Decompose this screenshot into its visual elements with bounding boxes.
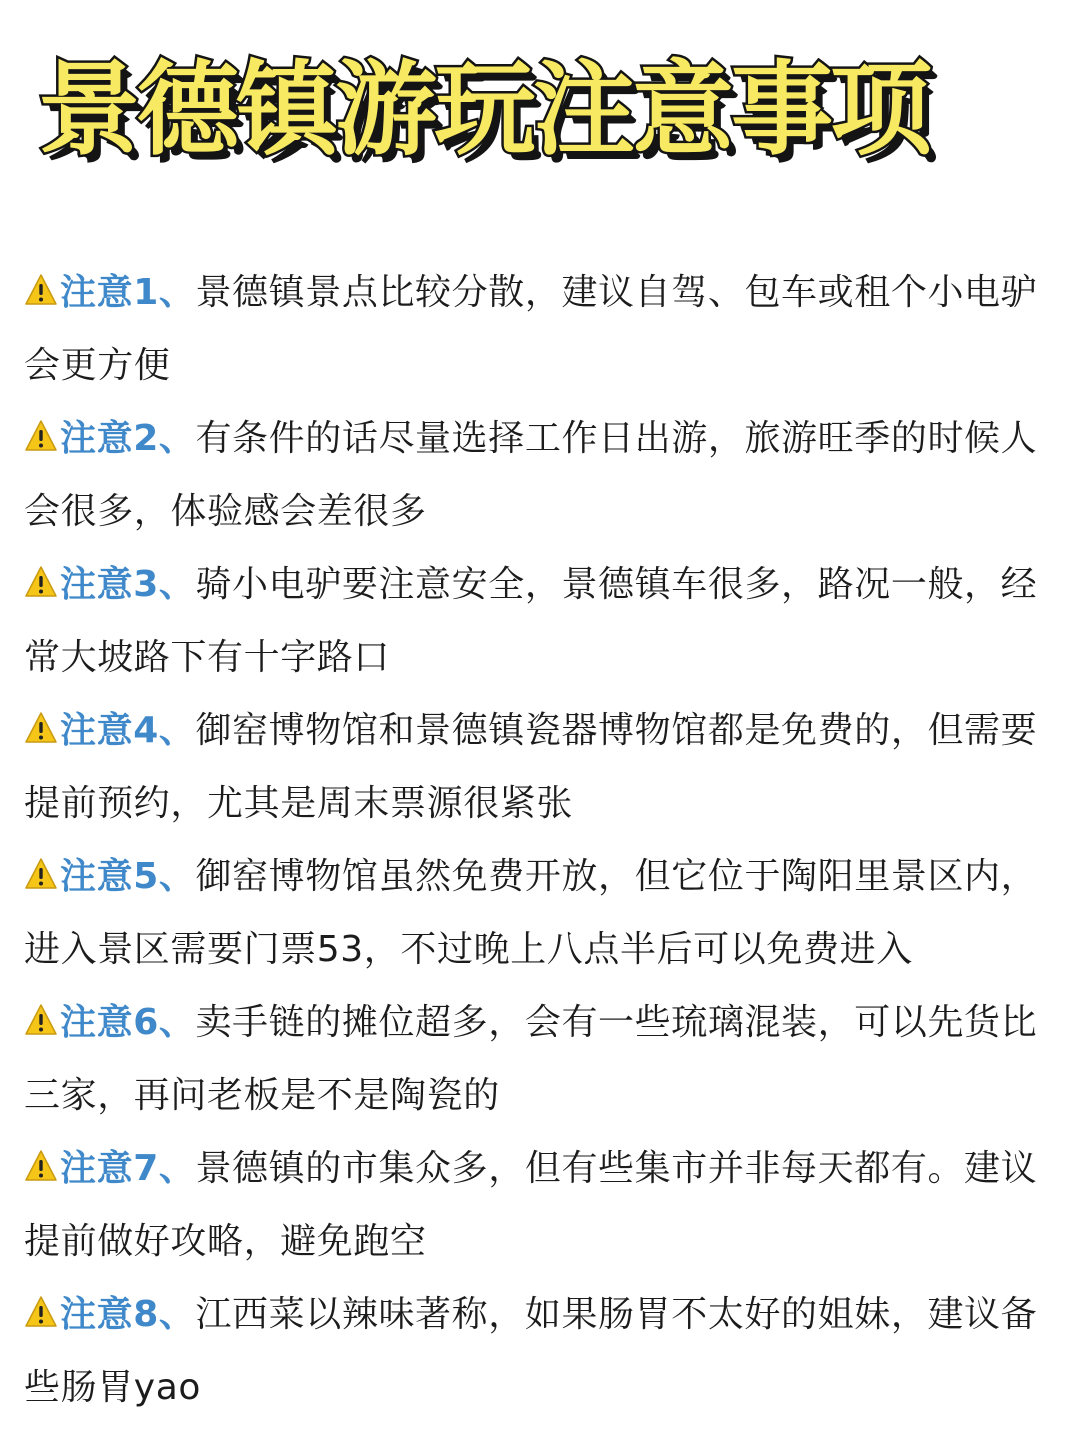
- warning-sign-icon: [24, 711, 58, 745]
- note-label: 注意2、: [60, 418, 196, 459]
- note-text: 御窑博物馆和景德镇瓷器博物馆都是免费的，但需要提前预约，尤其是周末票源很紧张: [24, 710, 1038, 824]
- note-item: [24, 1132, 1070, 1278]
- note-text: 江西菜以辣味著称，如果肠胃不太好的姐妹，建议备些肠胃yao: [24, 1294, 1038, 1408]
- note-text: 景德镇的市集众多，但有些集市并非每天都有。建议提前做好攻略，避免跑空: [24, 1148, 1038, 1262]
- warning-sign-icon: [24, 857, 58, 891]
- note-label: 注意1、: [60, 272, 196, 313]
- note-label: 注意6、: [60, 1002, 196, 1043]
- notes-list: [24, 256, 1070, 1424]
- note-item: [24, 548, 1070, 694]
- note-label: 注意8、: [60, 1294, 196, 1335]
- warning-sign-icon: [24, 273, 58, 307]
- note-item: [24, 840, 1070, 986]
- note-text: 有条件的话尽量选择工作日出游，旅游旺季的时候人会很多，体验感会差很多: [24, 418, 1038, 532]
- note-text: 卖手链的摊位超多，会有一些琉璃混装，可以先货比三家，再问老板是不是陶瓷的: [24, 1002, 1038, 1116]
- warning-sign-icon: [24, 1295, 58, 1329]
- note-item: [24, 1278, 1070, 1424]
- note-item: [24, 256, 1070, 402]
- note-label: 注意4、: [60, 710, 196, 751]
- warning-sign-icon: [24, 419, 58, 453]
- note-label: 注意5、: [60, 856, 196, 897]
- note-text: 景德镇景点比较分散，建议自驾、包车或租个小电驴会更方便: [24, 272, 1038, 386]
- note-text: 御窑博物馆虽然免费开放，但它位于陶阳里景区内，进入景区需要门票53，不过晚上八点半后可以免费进入: [24, 856, 1038, 970]
- note-text: 骑小电驴要注意安全，景德镇车很多，路况一般，经常大坡路下有十字路口: [24, 564, 1038, 678]
- warning-sign-icon: [24, 1003, 58, 1037]
- note-item: [24, 402, 1070, 548]
- note-item: [24, 986, 1070, 1132]
- warning-sign-icon: [24, 1149, 58, 1183]
- note-item: [24, 694, 1070, 840]
- note-label: 注意7、: [60, 1148, 196, 1189]
- page-title: 景德镇游玩注意事项: [38, 51, 929, 170]
- note-label: 注意3、: [60, 564, 196, 605]
- warning-sign-icon: [24, 565, 58, 599]
